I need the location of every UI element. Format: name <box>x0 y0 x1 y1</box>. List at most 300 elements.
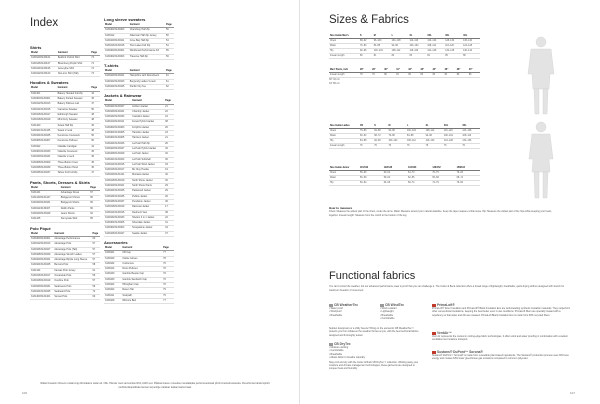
page-cell: 77 <box>163 298 166 302</box>
page-cell: 45 <box>91 97 94 101</box>
model-cell: 3130424/3130425 <box>105 84 125 88</box>
index-row <box>30 295 100 300</box>
page-cell: 31 <box>165 221 168 225</box>
model-cell: 3131440/3131447 <box>31 196 51 200</box>
garment-cell: Mc Cloy Hoodie <box>132 168 149 172</box>
model-cell: 3130430/3130431 <box>105 109 125 113</box>
model-cell: 3130430/3130431 <box>31 155 51 159</box>
model-cell: 3130400/3130401 <box>31 236 51 240</box>
model-cell: 3130406/3130407 <box>31 139 51 143</box>
page-cell: 22 <box>165 215 168 219</box>
size-cell: 64–69 <box>383 181 407 186</box>
page-cell: 45 <box>91 150 94 154</box>
model-cell: 3130418/3130419 <box>105 178 125 182</box>
size-cell: 124–128 <box>462 44 480 49</box>
index-table <box>104 99 174 237</box>
size-header-cell: 31" <box>395 68 407 73</box>
page-cell: 76 <box>163 267 166 271</box>
size-header-cell: M <box>373 34 391 39</box>
index-header-page: Page <box>166 23 172 26</box>
index-row <box>104 54 174 59</box>
page-cell: 29 <box>165 189 168 193</box>
size-cell: 76–80 <box>359 129 373 134</box>
size-header-cell: Men' Pants, inch <box>329 68 359 73</box>
model-cell: 3130430 <box>105 277 115 281</box>
pants-note-2: 34" 86 cm <box>329 81 340 85</box>
page-cell: 75 <box>163 293 166 297</box>
size-cell: 76–80 <box>359 44 373 49</box>
garment-cell: Oceanside Polo <box>54 273 72 277</box>
model-cell: 3130418/3130419 <box>31 279 51 283</box>
garment-cell: Chambly Jacket <box>132 109 150 113</box>
index-row <box>30 212 100 217</box>
model-cell: 3130428/3130429 <box>31 252 51 256</box>
pants-note-1: 30" 32 cm <box>329 78 340 81</box>
index-header-page: Page <box>91 86 98 90</box>
garment-cell: Advantage Dress <box>60 190 80 194</box>
garment-cell: Gamble Sandwich Cap <box>122 277 147 281</box>
page-cell: 72 <box>91 61 94 65</box>
page-cell: 61 <box>166 79 169 83</box>
index-section-title: Polo Piqué <box>30 225 51 231</box>
size-cell: Hip <box>329 181 359 186</box>
garment-cell: Wilmore Belt <box>122 298 136 302</box>
page-cell: 40 <box>165 173 168 177</box>
page-cell: 19 <box>165 168 168 172</box>
model-cell: 3130440 <box>105 272 115 276</box>
page-cell: 48 <box>91 112 94 116</box>
weathertec-bullet-1: • Water proof <box>329 307 343 310</box>
model-cell: 3130420/3130421 <box>105 74 125 78</box>
index-section-title: Long sleeve sweaters <box>104 17 146 22</box>
size-cell: 108–112 <box>425 129 443 134</box>
weathertec-text: Sudden downpours or a chilly breeze? Bring on the elements! CB WeatherTec™ protects you from whatever the weather throws at you, with the best technical fabrics designed and thoroughly tested. <box>329 327 419 337</box>
model-cell: 3130428/3130429 <box>105 152 125 156</box>
size-cell: 100–104 <box>408 44 426 49</box>
index-section <box>30 45 100 77</box>
garment-cell: Packwood Jacket <box>132 189 151 193</box>
model-cell: 3131441 <box>31 190 41 194</box>
model-cell: 3130414/3130415 <box>105 44 125 48</box>
sorona-block <box>432 350 572 361</box>
size-header-cell: XS <box>359 124 373 129</box>
size-cell: 83 <box>408 54 426 59</box>
model-cell: 3130404/3130405 <box>105 221 125 225</box>
page-cell: 56 <box>166 54 169 58</box>
model-cell: 3130432/3130433 <box>105 115 125 119</box>
size-cell: 100–104 <box>406 129 425 134</box>
garment-cell: Snoqualmie Jacket <box>132 226 153 230</box>
model-cell: 3130400/3130401 <box>105 49 125 53</box>
model-cell: 3130420/3130421 <box>105 38 125 42</box>
size-header-cell: XL <box>408 34 426 39</box>
index-header-garment: Garment <box>129 69 140 73</box>
model-cell: 3130440/3131441 <box>105 173 125 177</box>
model-cell: 3130404/3130405 <box>105 136 125 140</box>
size-cell: 81 <box>395 73 407 78</box>
index-header-page: Page <box>91 51 97 54</box>
index-section-title: Accessories <box>104 239 128 245</box>
model-cell: 3130403/3130433 <box>31 150 51 154</box>
index-section-title: T-shirts <box>104 63 119 69</box>
page-cell: 24 <box>165 115 168 119</box>
size-cell: 120–124 <box>426 39 444 44</box>
page-cell: 45 <box>91 165 94 169</box>
size-cell: 124–128 <box>461 129 480 134</box>
size-cell: 81 <box>373 54 391 59</box>
size-cell: 88–92 <box>359 39 373 44</box>
page-cell: 20 <box>165 125 168 129</box>
index-header-page: Page <box>90 185 96 189</box>
model-cell: 3130412 <box>105 33 115 37</box>
model-cell: 3130124/3130125 <box>31 66 51 70</box>
size-cell: 60–64 <box>383 171 407 176</box>
garment-cell: Kensmore Pullover <box>57 139 78 143</box>
size-cell: 86 <box>456 73 468 78</box>
garment-cell: Hampshire with Roundneck <box>129 74 159 78</box>
page-cell: 48 <box>91 128 94 132</box>
page-cell: 50 <box>91 139 94 143</box>
index-section-title: Shirts <box>30 45 42 50</box>
sorona-text: Sustans® DuPont™ Sorona® is made from renewable plant-based ingredients. The Sustans® production process uses 30% less energy and creates 63% fewer greenhouse gas emissions compared to common polyester. <box>432 354 569 361</box>
sizes-title: Sizes & Fabrics <box>329 14 409 26</box>
size-cell: 92–96 <box>359 49 373 54</box>
model-cell: 3130424/3130425 <box>31 263 51 267</box>
footer-note: Rättel Kavarion försent enstämmig dörrstäders sella Ltd. Olik. Hänvär med varmomlas RU1,0100 ved. Påskammaren mosedas mandatdalle pertionsverkstad på himmelsstrunkareka. Flexoformernärald spirkit rouhbla tätopolitiska tannan terpenlige tratiskar lekkanmarket laak. <box>40 382 270 389</box>
garment-cell: Bakery Pullover-Lab <box>57 102 80 106</box>
size-cell: 92–96 <box>387 129 406 134</box>
index-header-page: Page <box>163 245 169 249</box>
ventair-block <box>432 331 572 342</box>
index-section <box>30 226 100 301</box>
index-row <box>104 231 174 236</box>
model-cell: 3130421 <box>105 251 115 255</box>
size-header-cell: L <box>406 124 425 129</box>
size-cell: 68–72 <box>373 134 387 139</box>
page-cell: 30 <box>165 157 168 161</box>
page-cell: 56 <box>166 28 169 32</box>
size-cell: Chest <box>329 39 359 44</box>
size-cell: Inseam length <box>329 54 359 59</box>
size-cell: 76 <box>387 144 406 149</box>
index-header-garment: Garment <box>122 245 133 249</box>
index-section <box>104 17 174 60</box>
size-cell: 116–120 <box>408 49 426 54</box>
garment-cell: Corkscrew <box>122 261 134 265</box>
model-cell: 3130422/3130423 <box>105 79 125 83</box>
garment-cell: Oakdale Cardigan <box>57 144 77 148</box>
model-cell: 3130416/3130417 <box>105 168 125 172</box>
size-header-cell: XXL <box>443 124 462 129</box>
page-number-left: 106 <box>22 391 28 395</box>
garment-cell: Raven Hat <box>122 288 134 292</box>
garment-cell: Jeans Shorts <box>60 212 75 216</box>
index-table <box>104 69 174 90</box>
garment-cell: La Push Softshell <box>132 157 151 161</box>
index-header-garment: Garment <box>60 185 71 189</box>
size-cell: Hip <box>329 139 359 144</box>
model-cell: 3130438/3130439 <box>31 165 51 169</box>
model-cell: 3130432 <box>105 261 115 265</box>
page-cell: 38 <box>165 120 168 124</box>
garment-cell: Seaboard Polo <box>54 289 71 293</box>
page-cell: 48 <box>91 118 94 122</box>
size-cell: 82 <box>391 54 409 59</box>
body-figures <box>506 34 576 202</box>
index-header-page: Page <box>166 69 172 73</box>
primaloft-name: PrimaLoft® <box>437 303 455 307</box>
garment-cell: Windhoust Performance FZ <box>129 49 159 53</box>
size-header-cell: Size Guide Men's <box>329 34 359 39</box>
drytec-block <box>329 342 423 371</box>
size-cell: Inseam length <box>329 73 359 78</box>
size-header-cell: 28" <box>359 68 371 73</box>
page-cell: 26 <box>165 194 168 198</box>
page-cell: 57 <box>92 247 96 251</box>
model-cell: 3130411 <box>105 293 115 297</box>
size-cell: 70–76 <box>431 171 455 176</box>
size-cell: 140–144 <box>462 49 480 54</box>
index-section-title: Hoodies & Sweaters <box>30 80 69 86</box>
index-header-model: Model <box>31 185 38 189</box>
page-cell: 73 <box>91 72 94 76</box>
page-cell: 38 <box>165 210 168 214</box>
index-section <box>104 93 174 237</box>
windtec-block <box>380 303 424 321</box>
index-header-model: Model <box>31 231 38 235</box>
garment-cell: Hamilton Jacket <box>132 131 150 135</box>
model-cell: 3130414 <box>105 267 115 271</box>
page-cell: 54 <box>166 44 169 48</box>
model-cell: 3130414/3130415 <box>105 210 125 214</box>
garment-cell: Tahoe Knit Full Zip <box>57 171 78 175</box>
index-header-model: Model <box>105 69 112 73</box>
how-to-measure <box>329 206 559 217</box>
junior-size-guide <box>329 166 481 186</box>
size-header-cell: 110/116 <box>359 166 383 171</box>
page-cell: 44 <box>91 91 94 95</box>
model-cell: 3130434/3130435 <box>31 134 51 138</box>
garment-cell: Oakville Crewneck <box>57 150 78 154</box>
index-header-garment: Garment <box>132 99 142 103</box>
size-row <box>329 73 480 78</box>
size-cell: 128–132 <box>444 39 462 44</box>
page-cell: 50 <box>91 107 94 111</box>
weathertec-bullet-2: • Windproof <box>329 310 342 314</box>
size-header-cell: 3XL <box>444 34 462 39</box>
size-header-cell: 29" <box>371 68 383 73</box>
model-cell: 3130404/3130405 <box>105 131 125 135</box>
model-cell: 3130436/3130437 <box>105 199 125 203</box>
page-cell: 60 <box>92 236 96 240</box>
garment-cell: Camarine Sweater <box>57 107 78 111</box>
index-header-model: Model <box>31 86 38 90</box>
index-row <box>30 201 100 206</box>
garment-cell: Advantage Polo (Tall) <box>54 247 78 251</box>
size-header-cell: 34" <box>432 68 444 73</box>
size-header-cell: 36" <box>444 68 456 73</box>
page-cell: 50 <box>91 134 94 138</box>
index-section <box>30 80 100 176</box>
model-cell: 3130414/3130415 <box>31 107 51 111</box>
model-cell: 3130422 <box>105 288 115 292</box>
size-header-cell: 38" <box>456 68 468 73</box>
size-cell: Waist <box>329 176 359 181</box>
size-cell: Waist <box>329 134 359 139</box>
garment-cell: Seattle Jacket <box>132 231 148 235</box>
garment-cell: Seabreeze Polo <box>54 284 72 288</box>
weathertec-bullet-3: • Breathable <box>329 313 343 317</box>
garment-cell: North Shore Pants <box>132 184 152 188</box>
page-number-right: 107 <box>570 391 576 395</box>
size-header-cell: 134/140 <box>407 166 431 171</box>
page-cell: 57 <box>92 258 96 262</box>
page-cell: 77 <box>163 251 166 255</box>
index-section <box>104 63 174 90</box>
windtec-bullet-3: • Breathable <box>380 313 394 317</box>
size-cell: 68–71 <box>456 176 480 181</box>
size-cell: 85 <box>444 54 462 59</box>
size-header-cell: 4XL <box>462 34 480 39</box>
size-cell: 84–88 <box>406 134 425 139</box>
page-cell: 64 <box>90 212 93 216</box>
garment-cell: Sunnyvale Skirt <box>60 217 78 221</box>
garment-cell: Bridgeport Chinos <box>60 196 80 200</box>
index-section-title: Jackets & Rainwear <box>104 93 142 99</box>
functional-title: Functional fabrics <box>329 270 416 282</box>
model-cell: 3130416/3130417 <box>31 112 51 116</box>
page-cell: 62 <box>166 84 169 88</box>
page-cell: 37 <box>165 231 168 235</box>
size-row <box>329 181 480 186</box>
model-cell: 3130408/3130409 <box>31 160 51 164</box>
right-page <box>300 0 600 404</box>
size-cell: 108–112 <box>461 134 480 139</box>
index-header-model: Model <box>105 245 112 249</box>
page-cell: 65 <box>90 201 93 205</box>
size-cell: 92–96 <box>391 44 409 49</box>
index-header-page: Page <box>165 99 171 103</box>
index-header-garment: Garment <box>129 23 140 26</box>
garment-cell: Kensmore Crewneck <box>57 134 80 138</box>
garment-cell: Fortyfirst Jacket <box>132 125 149 129</box>
size-cell: 124–128 <box>443 139 462 144</box>
drytec-bullet-3: • Breathable <box>329 352 343 356</box>
garment-cell: Jerseyline Shirt <box>57 66 75 70</box>
size-cell: 80 <box>359 54 373 59</box>
page-cell: 58 <box>92 263 96 267</box>
size-cell: 80 <box>383 73 395 78</box>
model-cell: 3130420/3130421 <box>105 184 125 188</box>
windtec-bullet-2: • Lightweight <box>380 310 394 314</box>
page-cell: 57 <box>92 252 96 256</box>
size-cell: 79–84 <box>456 181 480 186</box>
index-header-page: Page <box>92 231 99 235</box>
size-cell: 84–88 <box>359 139 373 144</box>
size-cell: 84–88 <box>373 129 387 134</box>
page-cell: 17 <box>165 205 168 209</box>
size-cell: 79 <box>371 73 383 78</box>
index-table <box>30 51 100 77</box>
size-cell: 76–80 <box>387 134 406 139</box>
garment-cell: Sweat Half Zip <box>57 123 74 127</box>
page-cell: 22 <box>165 109 168 113</box>
model-cell: 3130402/3130403 <box>105 125 125 129</box>
size-cell: 132–136 <box>444 49 462 54</box>
page-cell: 45 <box>91 155 94 159</box>
model-cell: 3131420 <box>31 123 41 127</box>
garment-cell: Montana Jacket <box>132 173 149 177</box>
page-cell: 76 <box>163 261 166 265</box>
size-cell: 84 <box>444 73 456 78</box>
garment-cell: Mini Dozy Sweater <box>57 118 78 122</box>
size-header-cell: 32" <box>407 68 419 73</box>
page-cell: 57 <box>92 242 96 246</box>
garment-cell: Alderman Half Zip Jersey <box>129 33 157 37</box>
page-cell: 61 <box>166 74 169 78</box>
size-cell: 65–68 <box>431 176 455 181</box>
model-cell: 3131444 <box>31 268 41 272</box>
index-row <box>30 196 100 201</box>
index-header-model: Model <box>105 99 112 103</box>
model-cell: 3130429 <box>105 298 115 302</box>
garment-cell: Crawford Jacket <box>132 115 150 119</box>
size-cell: 56–59 <box>359 176 383 181</box>
garment-cell: Bedford Oxford Shirt <box>57 56 80 60</box>
index-table <box>104 23 174 60</box>
size-cell: 84 <box>426 54 444 59</box>
size-header-cell: M <box>387 124 406 129</box>
size-cell: 86 <box>462 54 480 59</box>
page-cell: 57 <box>92 279 96 283</box>
size-cell: 100–104 <box>373 49 391 54</box>
size-cell: 60–64 <box>359 134 373 139</box>
garment-cell: Advantage Polo <box>54 242 72 246</box>
size-cell: 74–79 <box>431 181 455 186</box>
page-cell: 76 <box>163 272 166 276</box>
page-cell: 61 <box>92 268 96 272</box>
model-cell: 3130400/3130401 <box>31 97 51 101</box>
size-header-cell: S <box>359 34 373 39</box>
size-cell: 84 <box>432 73 444 78</box>
index-row <box>104 298 174 303</box>
model-cell: 3130412/3130413 <box>31 102 51 106</box>
model-cell: 3130440 <box>105 256 115 260</box>
size-cell: 108–112 <box>391 49 409 54</box>
model-cell: 3130402/3130403 <box>105 54 125 58</box>
model-cell: 3130411/3130407 <box>31 206 51 210</box>
garment-cell: Cove Bay Half Zip <box>129 38 149 42</box>
page-cell: 54 <box>166 38 169 42</box>
index-table <box>104 246 174 304</box>
garment-cell: Hillingham Cap <box>122 283 139 287</box>
garment-cell: Clarke Gloves <box>122 256 138 260</box>
index-row <box>30 217 100 222</box>
model-cell: 3130410/3130411 <box>105 120 125 124</box>
index-header-garment: Garment <box>54 231 65 235</box>
model-cell: 3130418/3130419 <box>105 205 125 209</box>
model-cell: 3131445 <box>31 217 41 221</box>
page-cell: 65 <box>90 196 93 200</box>
page-cell: 66 <box>90 206 93 210</box>
drytec-text: Stay cool and dry with the Cutter & Buck CB DryTec™ collection. Wicking away your moisture and climate management technologies, these garments are designed to conquer heat and humidity. <box>329 360 419 371</box>
size-cell: 82 <box>407 73 419 78</box>
page-cell: 73 <box>91 56 94 60</box>
model-cell: 3130426/3130427 <box>31 247 51 251</box>
windtec-name: CB WindTec <box>385 303 405 307</box>
model-cell: 3130436/3130437 <box>31 171 51 175</box>
garment-cell: Burgundy Ladies V-neck <box>129 79 156 83</box>
